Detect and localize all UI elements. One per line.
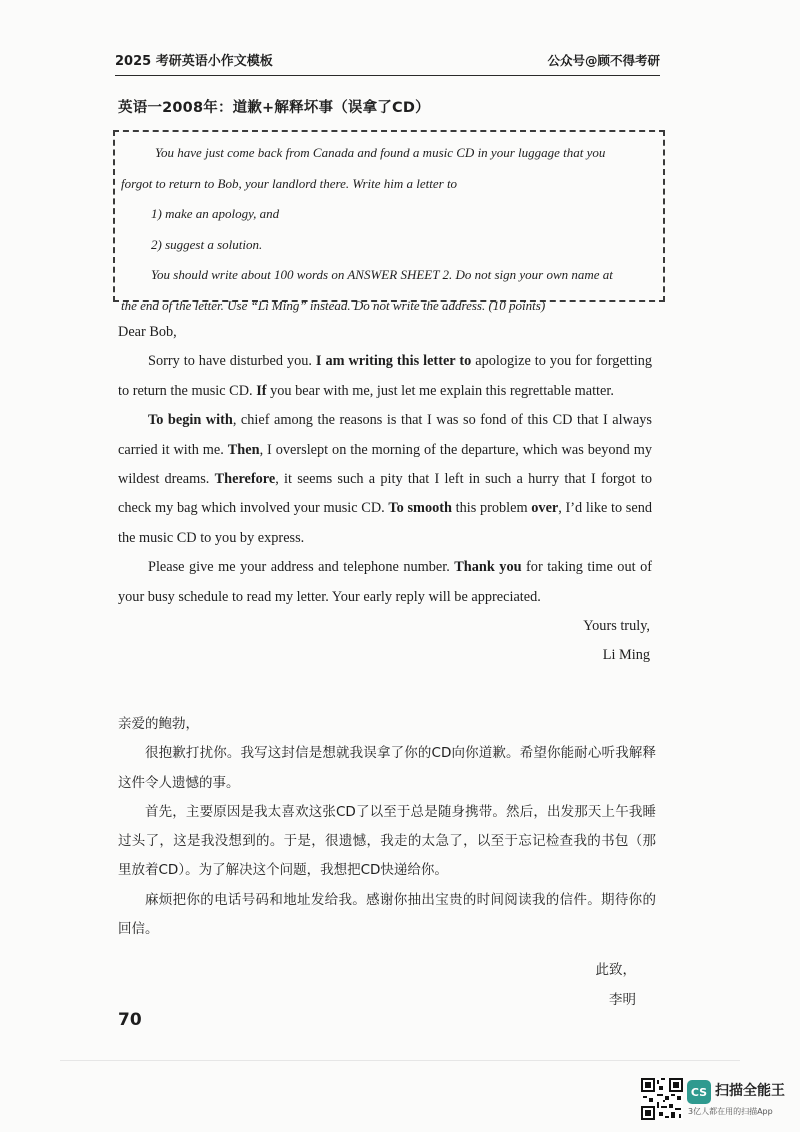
text-run: Sorry to have disturbed you. bbox=[148, 353, 316, 370]
letter-paragraph-2 bbox=[118, 406, 652, 553]
letter-signature: Li Ming bbox=[602, 647, 650, 664]
translation-paragraph-3: 麻烦把你的电话号码和地址发给我。感谢你抽出宝贵的时间阅读我的信件。期待你的回信。 bbox=[118, 891, 656, 938]
prompt-line: forgot to return to Bob, your landlord there. Write him a letter to bbox=[121, 175, 458, 191]
footer-divider bbox=[60, 1060, 740, 1061]
header-right: 公众号@顾不得考研 bbox=[547, 53, 660, 68]
text-run: for taking time out of your busy schedule to read my letter. Your early reply will be appreciated. bbox=[118, 559, 652, 605]
key-phrase: Thank you bbox=[454, 559, 522, 576]
scanner-brand: 扫描全能王 bbox=[715, 1083, 785, 1099]
prompt-line: the end of the letter. Use “Li Ming” instead. Do not write the address. (10 points) bbox=[121, 297, 546, 313]
letter-closing: Yours truly, bbox=[583, 618, 650, 635]
scanner-logo-icon: CS bbox=[687, 1080, 711, 1104]
translation-closing: 此致， bbox=[595, 962, 636, 979]
text-run: , chief among the reasons is that I was so fond of this CD that I always carried it with me. bbox=[118, 412, 652, 458]
text-run: , I overslept on the morning of the departure, which was beyond my wildest dreams. bbox=[118, 441, 652, 488]
page-header bbox=[115, 50, 660, 76]
text-run: this problem bbox=[451, 500, 532, 517]
key-phrase: over bbox=[531, 500, 559, 517]
qr-code-icon bbox=[641, 1078, 683, 1120]
prompt-item: 1) make an apology, and bbox=[151, 206, 280, 221]
letter-paragraph-3 bbox=[118, 553, 652, 612]
text-run: you bear with me, just let me explain this regrettable matter. bbox=[266, 382, 614, 399]
text-run: Please give me your address and telephone number. bbox=[148, 559, 455, 576]
translation-salutation: 亲爱的鲍勃， bbox=[118, 716, 199, 732]
letter-paragraph-1 bbox=[118, 347, 652, 406]
key-phrase: If bbox=[256, 382, 267, 399]
translation-signature: 李明 bbox=[609, 991, 636, 1008]
english-letter bbox=[118, 318, 652, 671]
header-left: 2025 考研英语小作文模板 bbox=[115, 54, 273, 69]
key-phrase: To begin with bbox=[148, 412, 233, 429]
section-title: 英语一2008年：道歉+解释坏事（误拿了CD） bbox=[118, 100, 430, 116]
prompt-line: You have just come back from Canada and found a music CD in your luggage that you bbox=[155, 145, 606, 160]
scanner-tagline: 3亿人都在用的扫描App bbox=[688, 1107, 773, 1116]
key-phrase: Therefore bbox=[214, 471, 276, 488]
prompt-line: You should write about 100 words on ANSWER SHEET 2. Do not sign your own name at bbox=[151, 267, 613, 282]
prompt-box bbox=[113, 130, 665, 313]
translation-paragraph-1: 很抱歉打扰你。我写这封信是想就我误拿了你的CD向你道歉。希望你能耐心听我解释这件令人遗憾的事。 bbox=[118, 745, 656, 791]
chinese-translation bbox=[118, 710, 656, 1015]
text-run: , it seems such a pity that I left in such a hurry that I forgot to check my bag which involved your music CD. bbox=[118, 471, 652, 517]
key-phrase: Then bbox=[227, 441, 260, 458]
page-number: 70 bbox=[118, 1010, 142, 1030]
prompt-item: 2) suggest a solution. bbox=[151, 236, 263, 252]
letter-salutation: Dear Bob, bbox=[118, 324, 177, 340]
text-run: , I’d like to send the music CD to you by express. bbox=[118, 500, 652, 546]
key-phrase: To smooth bbox=[388, 500, 452, 517]
key-phrase: I am writing this letter to bbox=[315, 353, 472, 370]
text-run: apologize to you for forgetting to return the music CD. bbox=[118, 353, 652, 399]
translation-paragraph-2: 首先，主要原因是我太喜欢这张CD了以至于总是随身携带。然后，出发那天上午我睡过头了，这是我没想到的。于是，很遗憾，我走的太急了，以至于忘记检查我的书包（那里放着CD）。为了解决这个问题，我想把CD快递给你。 bbox=[118, 803, 656, 879]
